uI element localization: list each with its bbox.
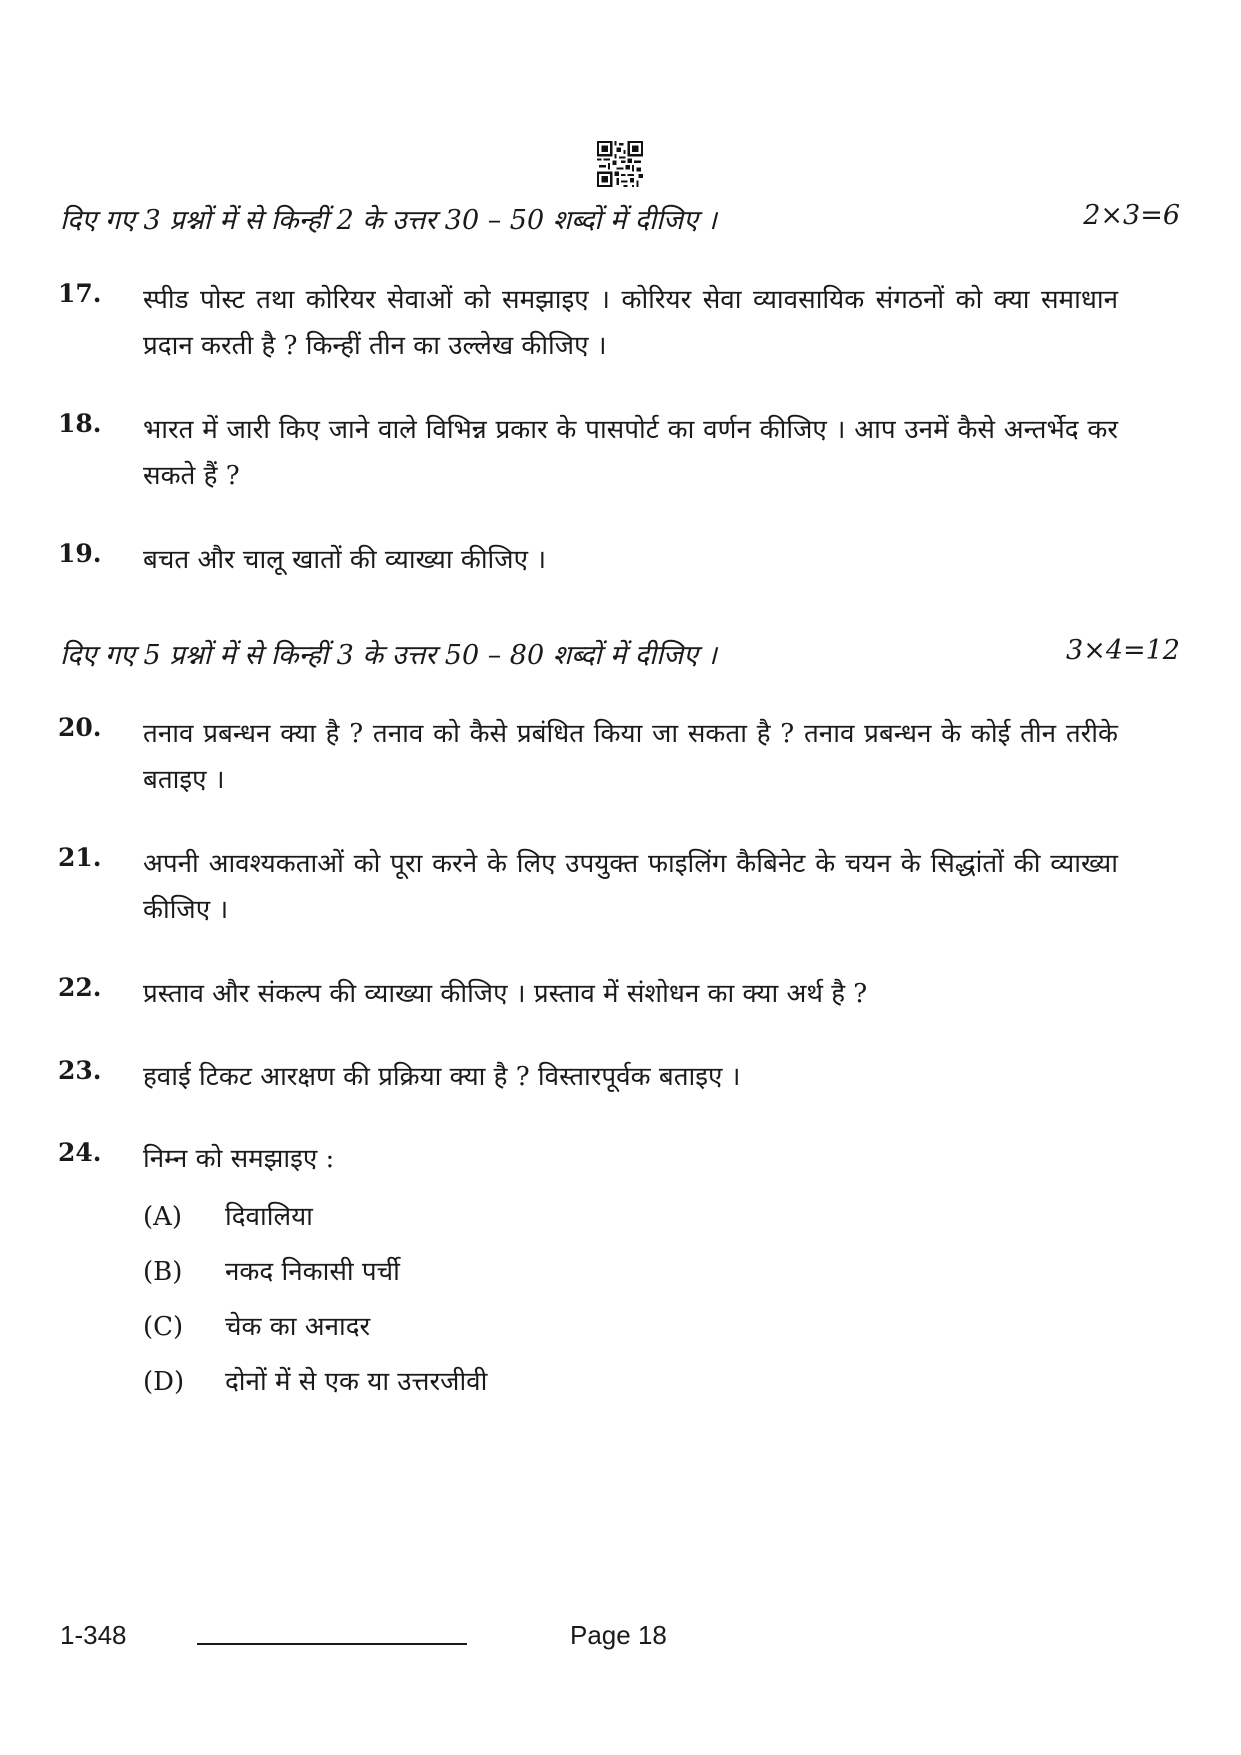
question-text: निम्न को समझाइए : [143,1144,335,1174]
footer-code: 1-348 [60,1620,127,1650]
option-text: चेक का अनादर [225,1312,371,1342]
section-a-marks: 2×3=6 [1083,200,1180,231]
question-19 [58,537,1118,583]
question-number: 24. [58,1138,102,1167]
question-17 [58,277,1118,369]
question-number: 17. [58,279,102,308]
question-number: 23. [58,1056,102,1085]
option-b [143,1252,400,1288]
option-label: (C) [143,1312,184,1342]
section-a-instruction [60,200,1180,237]
question-text: हवाई टिकट आरक्षण की प्रक्रिया क्या है ? विस्तारपूर्वक बताइए । [143,1062,741,1092]
question-20 [58,711,1118,803]
question-number: 20. [58,713,102,742]
section-b-instruction-text: दिए गए 5 प्रश्नों में से किन्हीं 3 के उत्तर 50 – 80 शब्दों में दीजिए । [60,640,717,671]
option-a [143,1197,313,1233]
option-label: (B) [143,1257,183,1287]
option-text: दोनों में से एक या उत्तरजीवी [225,1367,488,1397]
question-number: 19. [58,539,102,568]
question-text: भारत में जारी किए जाने वाले विभिन्न प्रकार के पासपोर्ट का वर्णन कीजिए । आप उनमें कैसे अन्तर्भेद कर सकते हैं ? [143,415,1118,491]
option-label: (A) [143,1202,183,1232]
question-text: बचत और चालू खातों की व्याख्या कीजिए । [143,545,547,575]
question-21 [58,841,1118,933]
question-24 [58,1136,1118,1182]
section-b-instruction [60,635,1180,672]
question-number: 22. [58,973,102,1002]
question-number: 21. [58,843,102,872]
question-number: 18. [58,409,102,438]
question-23 [58,1054,1118,1100]
option-text: दिवालिया [225,1202,313,1232]
footer-divider [197,1643,467,1645]
question-18 [58,407,1118,499]
footer-page-number: Page 18 [570,1620,667,1650]
option-c [143,1307,370,1343]
question-text: प्रस्ताव और संकल्प की व्याख्या कीजिए । प्रस्ताव में संशोधन का क्या अर्थ है ? [143,979,868,1009]
qr-code-icon [597,141,643,187]
question-text: स्पीड पोस्ट तथा कोरियर सेवाओं को समझाइए । कोरियर सेवा व्यावसायिक संगठनों को क्या समाधान प्रदान करती है ? किन्हीं तीन का उल्लेख कीजिए । [143,285,1118,361]
option-text: नकद निकासी पर्ची [225,1257,400,1287]
question-text: तनाव प्रबन्धन क्या है ? तनाव को कैसे प्रबंधित किया जा सकता है ? तनाव प्रबन्धन के कोई तीन तरीके बताइए । [143,719,1118,795]
option-d [143,1362,487,1398]
question-22 [58,971,1118,1017]
section-b-marks: 3×4=12 [1066,635,1180,666]
option-label: (D) [143,1367,185,1397]
question-text: अपनी आवश्यकताओं को पूरा करने के लिए उपयुक्त फाइलिंग कैबिनेट के चयन के सिद्धांतों की व्याख्या कीजिए । [143,849,1118,925]
section-a-instruction-text: दिए गए 3 प्रश्नों में से किन्हीं 2 के उत्तर 30 – 50 शब्दों में दीजिए । [60,205,717,236]
